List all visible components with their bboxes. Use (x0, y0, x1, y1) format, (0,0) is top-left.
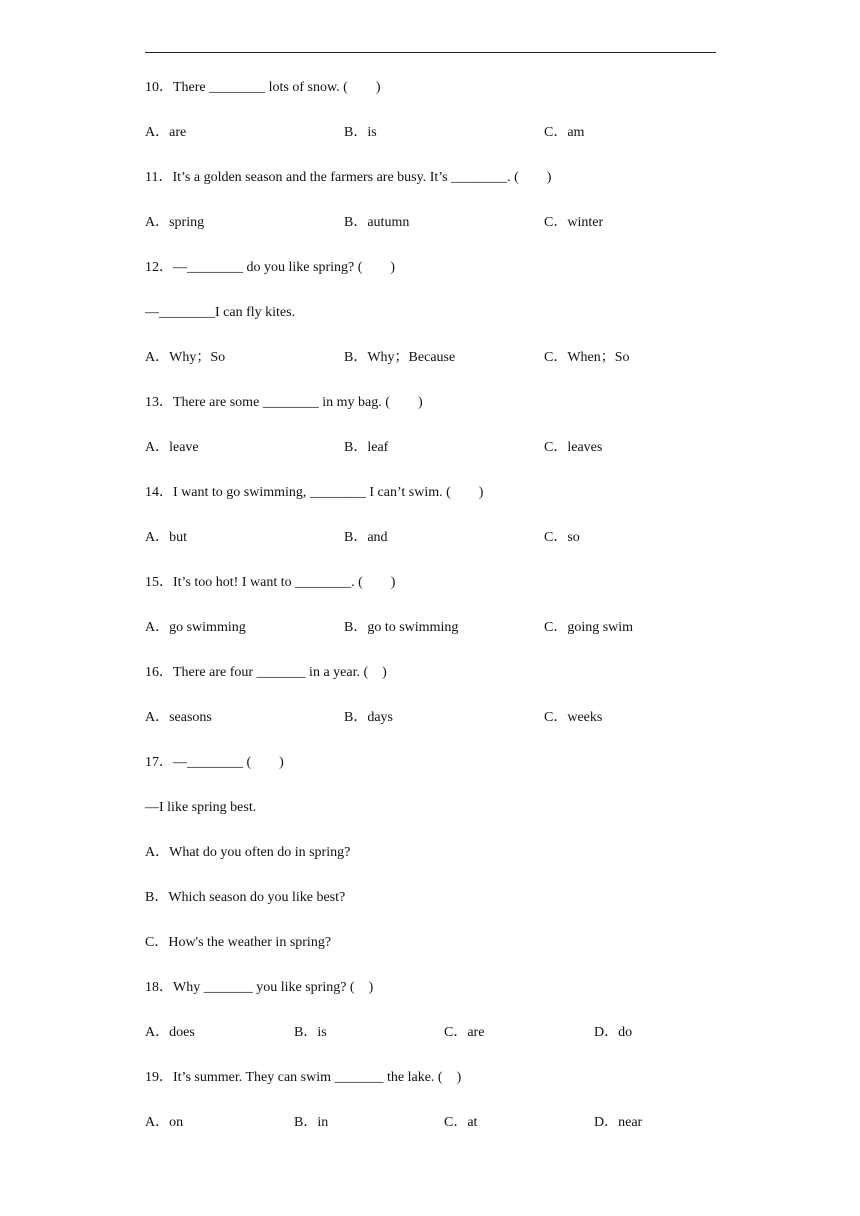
question-12-option-c: C．When；So (544, 350, 630, 365)
question-10-option-b: B．is (344, 125, 377, 140)
question-17-option-c: C．How's the weather in spring? (145, 935, 332, 950)
question-19-option-d: D．near (594, 1115, 643, 1130)
question-10-option-a: A．are (145, 125, 187, 140)
question-17-response: —I like spring best. (145, 800, 257, 815)
question-16-option-c: C．weeks (544, 710, 603, 725)
question-17-option-b: B．Which season do you like best? (145, 890, 346, 905)
question-12-option-b: B．Why；Because (344, 350, 456, 365)
question-10-option-c: C．am (544, 125, 585, 140)
question-13-stem: 13．There are some ________ in my bag. ( ) (145, 395, 423, 410)
question-18-option-c: C．are (444, 1025, 485, 1040)
question-17-stem: 17．—________ ( ) (145, 755, 284, 770)
question-18-option-b: B．is (294, 1025, 327, 1040)
question-18-option-a: A．does (145, 1025, 195, 1040)
question-13-option-a: A．leave (145, 440, 199, 455)
question-11-option-a: A．spring (145, 215, 205, 230)
question-13-option-b: B．leaf (344, 440, 389, 455)
question-19-stem: 19．It’s summer. They can swim _______ the lake. ( ) (145, 1070, 462, 1085)
question-19-option-a: A．on (145, 1115, 184, 1130)
question-17-option-a: A．What do you often do in spring? (145, 845, 351, 860)
question-15-option-c: C．going swim (544, 620, 634, 635)
question-11-stem: 11．It’s a golden season and the farmers are busy. It’s ________. ( ) (145, 170, 552, 185)
question-11-option-b: B．autumn (344, 215, 410, 230)
question-15-stem: 15．It’s too hot! I want to ________. ( ) (145, 575, 396, 590)
header-rule (145, 52, 716, 53)
question-16-option-b: B．days (344, 710, 393, 725)
question-18-stem: 18．Why _______ you like spring? ( ) (145, 980, 374, 995)
question-12-response: —________I can fly kites. (145, 305, 296, 320)
question-15-option-a: A．go swimming (145, 620, 246, 635)
question-16-stem: 16．There are four _______ in a year. ( ) (145, 665, 387, 680)
question-15-option-b: B．go to swimming (344, 620, 459, 635)
question-19-option-b: B．in (294, 1115, 329, 1130)
question-14-stem: 14．I want to go swimming, ________ I can’t swim. ( ) (145, 485, 484, 500)
question-16-option-a: A．seasons (145, 710, 212, 725)
question-18-option-d: D．do (594, 1025, 633, 1040)
question-13-option-c: C．leaves (544, 440, 603, 455)
question-14-option-a: A．but (145, 530, 187, 545)
question-10-stem: 10．There ________ lots of snow. ( ) (145, 80, 381, 95)
question-12-option-a: A．Why；So (145, 350, 226, 365)
question-14-option-b: B．and (344, 530, 388, 545)
question-14-option-c: C．so (544, 530, 580, 545)
question-11-option-c: C．winter (544, 215, 604, 230)
question-12-stem: 12．—________ do you like spring? ( ) (145, 260, 396, 275)
question-19-option-c: C．at (444, 1115, 478, 1130)
